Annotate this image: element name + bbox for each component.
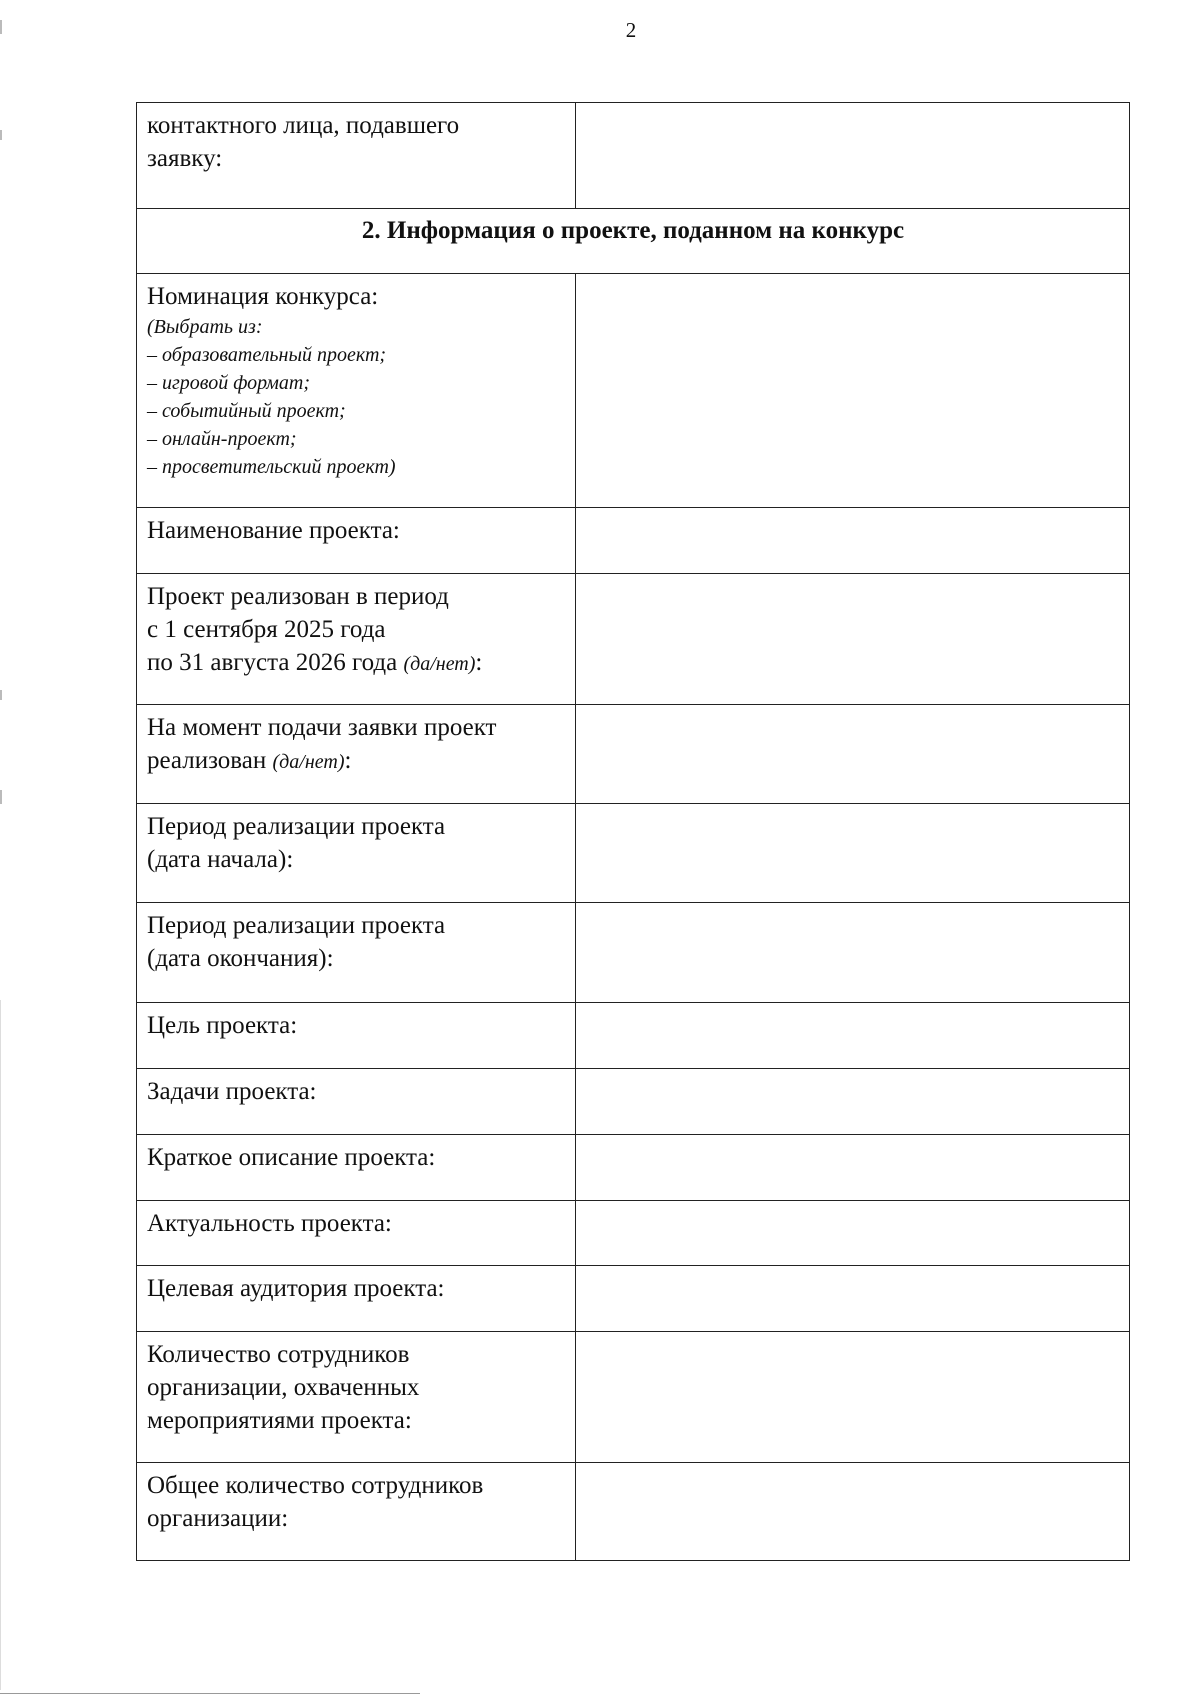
table-row [137,705,1130,804]
table-row [137,508,1130,574]
label-line: организации: [147,1505,289,1532]
nomination-value-cell[interactable] [576,274,1130,508]
nomination-hint: – событийный проект; [147,400,346,422]
staff-covered-value-cell[interactable] [576,1332,1130,1463]
field-label: Наименование проекта: [137,508,576,574]
yes-no-hint: (да/нет) [272,751,345,773]
field-label [137,274,576,508]
tasks-value-cell[interactable] [576,1069,1130,1135]
period-check-value-cell[interactable] [576,574,1130,705]
label-line: Общее количество сотрудников [147,1472,484,1499]
project-name-value-cell[interactable] [576,508,1130,574]
field-label: Целевая аудитория проекта: [137,1266,576,1332]
label-line: (дата окончания): [147,945,334,972]
nomination-hint: – игровой формат; [147,372,311,394]
description-value-cell[interactable] [576,1135,1130,1201]
relevance-value-cell[interactable] [576,1201,1130,1266]
table-row [137,903,1130,1003]
table-row [137,1266,1130,1332]
nomination-hint: (Выбрать из: [147,316,263,338]
audience-value-cell[interactable] [576,1266,1130,1332]
page-number: 2 [625,18,637,42]
table-row [137,1003,1130,1069]
label-line [147,646,565,681]
field-label [137,804,576,903]
field-label: Актуальность проекта: [137,1201,576,1266]
section-header-row [137,209,1130,274]
table-row [137,1463,1130,1561]
implemented-value-cell[interactable] [576,705,1130,804]
label-line: (дата начала): [147,846,294,873]
table-row [137,274,1130,508]
nomination-hint: – образовательный проект; [147,344,387,366]
field-label [137,103,576,209]
label-line: Период реализации проекта [147,813,446,840]
label-suffix: : [344,747,352,774]
yes-no-hint: (да/нет) [403,653,476,675]
label-line [147,744,565,779]
label-line: мероприятиями проекта: [147,1407,412,1434]
field-label: Задачи проекта: [137,1069,576,1135]
field-label: Краткое описание проекта: [137,1135,576,1201]
label-text: по 31 августа 2026 года [147,649,398,676]
field-label [137,903,576,1003]
label-line: заявку: [147,145,223,172]
scan-bottom-edge [0,1693,420,1694]
nomination-label: Номинация конкурса: [147,283,379,310]
label-suffix: : [475,649,483,676]
field-label [137,1463,576,1561]
table-row [137,103,1130,209]
contact-person-value-cell[interactable] [576,103,1130,209]
table-row [137,1069,1130,1135]
table-row [137,1201,1130,1266]
field-label [137,705,576,804]
nomination-hint: – онлайн-проект; [147,428,297,450]
field-label [137,1332,576,1463]
label-line: контактного лица, подавшего [147,112,460,139]
table-row [137,1332,1130,1463]
table-row [137,574,1130,705]
application-form-table [136,102,1130,1561]
label-line: организации, охваченных [147,1374,420,1401]
label-line: Проект реализован в период [147,583,449,610]
period-end-value-cell[interactable] [576,903,1130,1003]
period-start-value-cell[interactable] [576,804,1130,903]
table-row [137,1135,1130,1201]
table-row [137,804,1130,903]
section-2-header: 2. Информация о проекте, поданном на конкурс [137,209,1130,274]
label-line: с 1 сентября 2025 года [147,616,386,643]
label-line: Количество сотрудников [147,1341,410,1368]
field-label: Цель проекта: [137,1003,576,1069]
field-label [137,574,576,705]
nomination-hint: – просветительский проект) [147,456,396,478]
label-line: Период реализации проекта [147,912,446,939]
goal-value-cell[interactable] [576,1003,1130,1069]
label-line: На момент подачи заявки проект [147,714,497,741]
label-text: реализован [147,747,267,774]
staff-total-value-cell[interactable] [576,1463,1130,1561]
scan-edge-marks [0,0,3,1697]
